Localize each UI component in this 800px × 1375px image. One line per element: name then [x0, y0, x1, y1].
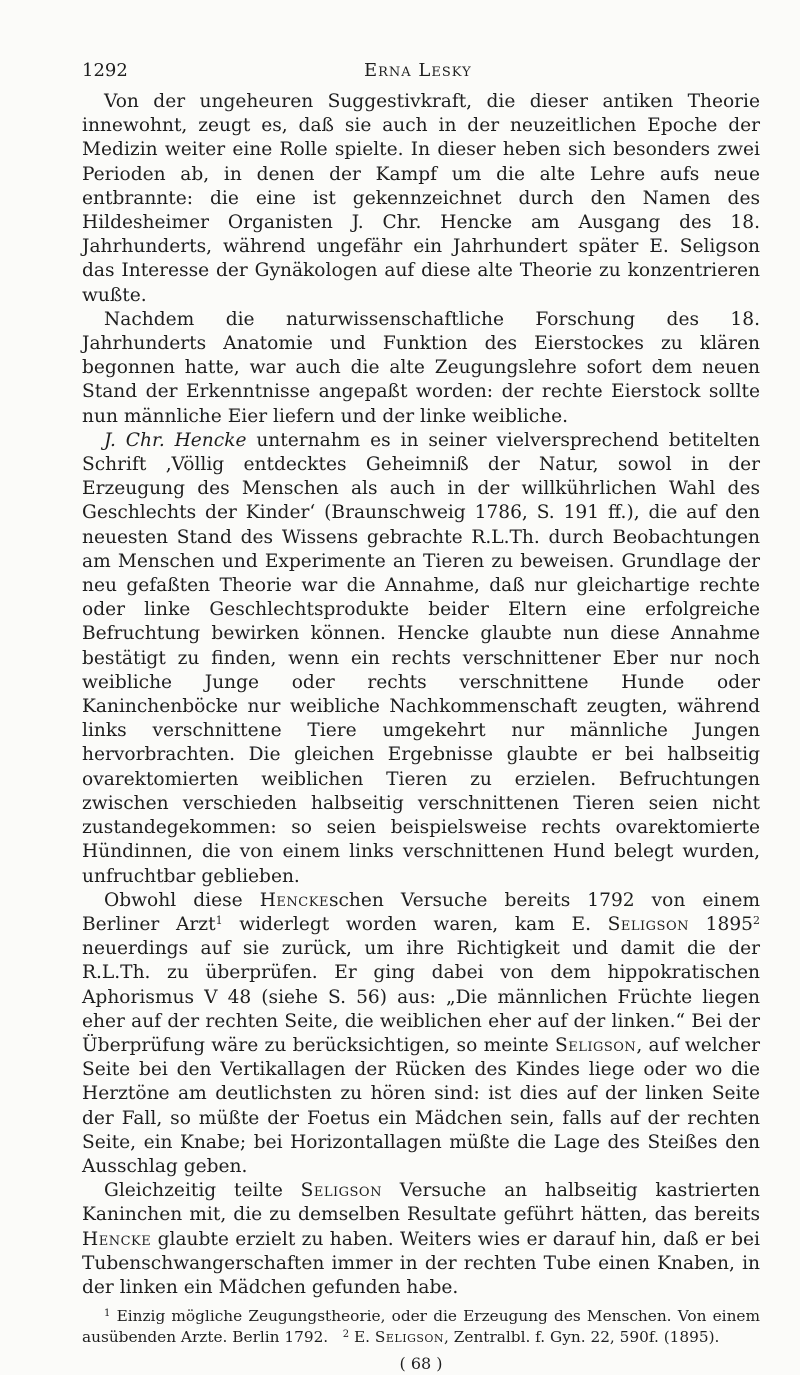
footnote-2-author: Seligson: [374, 1328, 445, 1347]
p4-segment-a: Obwohl diese: [104, 889, 243, 911]
seligson-smallcaps-1: Seligson: [607, 913, 689, 935]
footnote-2-initial: E.: [354, 1328, 371, 1347]
paragraph-3: [82, 429, 760, 889]
paragraph-1: Von der ungeheuren Suggestivkraft, die dieser antiken Theorie innewohnt, zeugt es, daß sie auch in der neuzeitlichen Epoche der Medizin weiter eine Rolle spielte. In dieser heben sich besonders zwei Perioden ab, in denen der Kampf um die alte Lehre aufs neue entbrannte: die eine ist gekennzeichnet durch den Namen des Hildesheimer Organisten J. Chr. Hencke am Ausgang des 18. Jahrhunderts, während ungefähr ein Jahrhundert später E. Seligson das Interesse der Gynäkologen auf diese alte Theorie zu konzentrieren wußte.: [82, 91, 760, 306]
paragraph-2: Nachdem die naturwissenschaftliche Forschung des 18. Jahrhunderts Anatomie und Funktion des Eierstockes zu klären begonnen hatte, war auch die alte Zeugungslehre sofort dem neuen Stand der Erkenntnisse angepaßt worden: der rechte Eierstock sollte nun männliche Eier liefern und der linke weibliche.: [82, 308, 760, 427]
paragraph-4: [82, 889, 760, 1179]
hencke-smallcaps: Hencke: [259, 889, 329, 911]
p4-segment-b: schen Versuche bereits 1792 von einem Berliner Arzt: [82, 889, 760, 935]
footnote-1-text: Einzig mögliche Zeugungstheorie, oder die Erzeugung des Menschen. Von einem ausübenden Arzte. Berlin 1792.: [82, 1307, 760, 1347]
page: [82, 58, 760, 1375]
running-head-author: Erna Lesky: [364, 60, 472, 81]
p5-segment-c: glaubte erzielt zu haben. Weiters wies er darauf hin, daß er bei Tubenschwangerschaften immer in der rechten Tube einen Knaben, in der linken ein Mädchen gefunden habe.: [82, 1228, 760, 1298]
footnote-2-source: , Zentralbl. f. Gyn. 22, 590f. (1895).: [444, 1328, 720, 1347]
p4-segment-c: widerlegt worden waren, kam E.: [222, 913, 591, 935]
hencke-smallcaps-2: Hencke: [82, 1228, 152, 1250]
seligson-smallcaps-2: Seligson: [554, 1034, 637, 1056]
footnotes: [82, 1306, 760, 1348]
footnote-line: [82, 1306, 760, 1348]
footnote-ref-2[interactable]: 2: [753, 913, 760, 927]
running-head: [82, 58, 760, 84]
body-text: [82, 90, 760, 1300]
footnote-2-mark: 2: [342, 1329, 350, 1341]
folio: ( 68 ): [399, 1354, 443, 1374]
p4-segment-f: , auf welcher Seite bei den Vertikallagen der Rücken des Kindes liege oder wo die Herztöne am deutlichsten zu hören sind: ist dies auf der linken Seite der Fall, so müßte der Foetus ein Mädchen sein, falls auf der rechten Seite, ein Knabe; bei Horizontallagen müßte die Lage des Steißes den Ausschlag geben.: [82, 1034, 760, 1177]
page-number: 1292: [82, 60, 128, 81]
paragraph-5: [82, 1179, 760, 1300]
p5-segment-a: Gleichzeitig teilte: [104, 1180, 283, 1202]
footnote-1-mark: 1: [104, 1308, 111, 1320]
paragraph-3-text: unternahm es in seiner vielversprechend betitelten Schrift ‚Völlig entdecktes Geheimniß der Natur, sowol in der Erzeugung des Menschen als auch in der willkührlichen Wahl des Geschlechts der Kinder‘ (Braunschweig 1786, S. 191 ff.), die auf den neuesten Stand des Wissens gebrachte R.L.Th. durch Beobachtungen am Menschen und Experimente an Tieren zu beweisen. Grundlage der neu gefaßten Theorie war die Annahme, daß nur gleichartige rechte oder linke Geschlechtsprodukte beider Eltern eine erfolgreiche Befruchtung bewirken können. Hencke glaubte nun diese Annahme bestätigt zu finden, wenn ein rechts verschnittener Eber nur noch weibliche Junge oder rechts verschnittene Hunde oder Kaninchenböcke nur weibliche Nachkommenschaft zeugten, während links verschnittene Tiere umgekehrt nur männliche Jungen hervorbrachten. Die gleichen Ergebnisse glaubte er bei halbseitig ovarektomierten weiblichen Tieren zu erzielen. Befruchtungen zwischen verschieden halbseitig verschnittenen Tieren seien nicht zustandegekommen: so seien beispielsweise rechts ovarektomierte Hündinnen, die von einem links verschnittenen Hund belegt wurden, unfruchtbar geblieben.: [82, 429, 760, 887]
hencke-name-italic: J. Chr. Hencke: [104, 429, 247, 451]
seligson-smallcaps-3: Seligson: [300, 1180, 382, 1202]
p5-segment-b: Versuche an halbseitig kastrierten Kaninchen mit, die zu demselben Resultate geführt hätten, das bereits: [82, 1180, 760, 1226]
footnote-ref-1[interactable]: 1: [215, 913, 223, 927]
p4-segment-e: neuerdings auf sie zurück, um ihre Richtigkeit und damit die der R.L.Th. zu überprüfen. Er ging dabei von dem hippokratischen Aphorismus V 48 (siehe S. 56) aus: „Die männlichen Früchte liegen eher auf der rechten Seite, die weiblichen eher auf der linken.“ Bei der Überprüfung wäre zu berücksichtigen, so meinte: [82, 938, 760, 1056]
p4-year: 1895: [705, 913, 753, 935]
